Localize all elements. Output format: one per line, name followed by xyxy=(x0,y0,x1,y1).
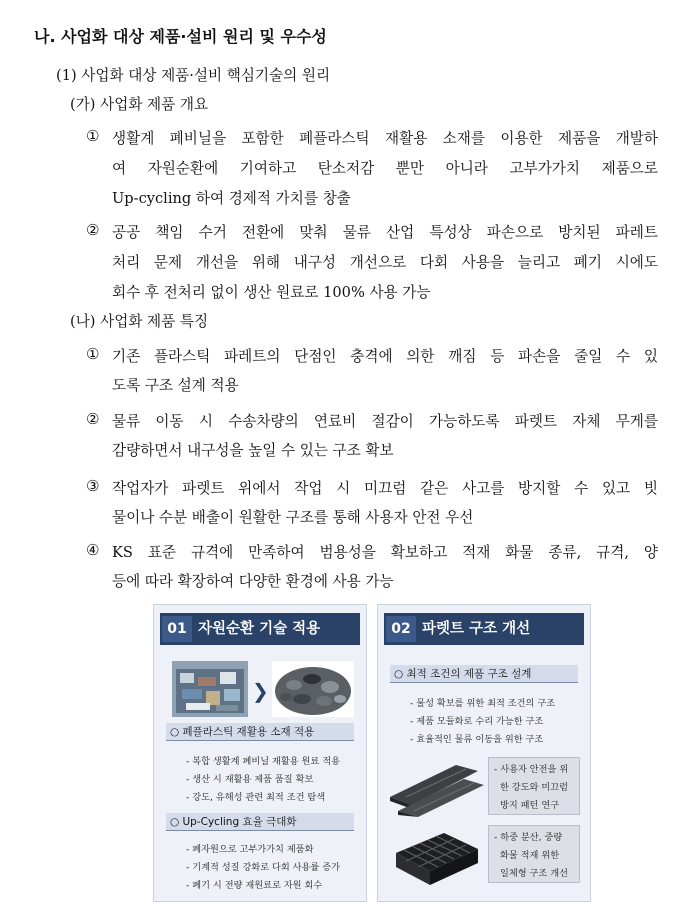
list-number: ① xyxy=(86,345,100,363)
pallet-runner-image xyxy=(386,757,486,817)
bullet-item: - 물성 확보를 위한 최적 조건의 구조 xyxy=(410,698,556,709)
panel-title: 파렛트 구조 개선 xyxy=(422,621,531,637)
panel-resource-circulation xyxy=(153,604,367,902)
box-text: - 하중 분산, 중량 xyxy=(494,832,563,843)
panel-title: 자원순환 기술 적용 xyxy=(198,621,321,637)
section-heading: 나. 사업화 대상 제품·설비 원리 및 우수성 xyxy=(34,27,327,46)
bullet-item: - 강도, 유해성 관련 최적 조건 탐색 xyxy=(186,792,326,803)
list-line: 도록 구조 설계 적용 xyxy=(112,377,239,394)
list-line: 물류 이동 시 수송차량의 연료비 절감이 가능하도록 파렛트 자체 무게를 xyxy=(112,413,658,430)
recycled-pellets-image xyxy=(272,661,354,717)
list-line: 여 자원순환에 기여하고 탄소저감 뿐만 아니라 고부가가치 제품으로 xyxy=(112,160,658,177)
panel-number: 02 xyxy=(386,616,416,642)
bullet-item: - 생산 시 재활용 제품 품질 확보 xyxy=(186,774,314,785)
list-line: 등에 따라 확장하여 다양한 환경에 사용 가능 xyxy=(112,573,394,590)
list-number: ④ xyxy=(86,541,100,559)
list-line: 기존 플라스틱 파레트의 단점인 충격에 의한 깨짐 등 파손을 줄일 수 있 xyxy=(112,348,658,365)
list-line: Up-cycling 하여 경제적 가치를 창출 xyxy=(112,190,351,207)
list-line: 생활계 폐비닐을 포함한 폐플라스틱 재활용 소재를 이용한 제품을 개발하 xyxy=(112,130,658,147)
box-text: - 사용자 안전을 위 xyxy=(494,764,569,775)
list-number: ① xyxy=(86,127,100,145)
panel-number: 01 xyxy=(162,616,192,642)
bullet-item: - 폐자원으로 고부가가치 제품화 xyxy=(186,844,314,855)
box-text: 한 강도와 미끄럼 xyxy=(500,782,568,793)
ga-title: (가) 사업화 제품 개요 xyxy=(70,96,209,113)
panel-title-bar xyxy=(160,613,360,645)
na-title: (나) 사업화 제품 특징 xyxy=(70,313,209,330)
box-text: 일체형 구조 개선 xyxy=(500,868,568,879)
list-line: 작업자가 파렛트 위에서 작업 시 미끄럼 같은 사고를 방지할 수 있고 빗 xyxy=(112,480,658,497)
arrow-right-icon: ❯ xyxy=(252,679,269,703)
list-line: KS 표준 규격에 만족하여 범용성을 확보하고 적재 화물 종류, 규격, 양 xyxy=(112,544,658,561)
list-line: 물이나 수분 배출이 원활한 구조를 통해 사용자 안전 우선 xyxy=(112,509,474,526)
list-line: 회수 후 전처리 없이 생산 원료로 100% 사용 가능 xyxy=(112,284,431,301)
bullet-item: - 제품 모듈화로 수리 가능한 구조 xyxy=(410,716,544,727)
box-text: 화물 적재 위한 xyxy=(500,850,560,861)
list-number: ② xyxy=(86,410,100,428)
section-label: ○ 폐플라스틱 재활용 소재 적용 xyxy=(166,723,354,741)
bullet-item: - 효율적인 물류 이동을 위한 구조 xyxy=(410,734,544,745)
bullet-item: - 복합 생활계 폐비닐 재활용 원료 적용 xyxy=(186,756,340,767)
pallet-image xyxy=(386,823,486,897)
list-number: ③ xyxy=(86,477,100,495)
bullet-item: - 폐기 시 전량 재원료로 자원 회수 xyxy=(186,880,323,891)
list-line: 공공 책임 수거 전환에 맞춰 물류 산업 특성상 파손으로 방치된 파레트 xyxy=(112,224,658,241)
section-label: ○ Up-Cycling 효율 극대화 xyxy=(166,813,354,831)
list-line: 감량하면서 내구성을 높일 수 있는 구조 확보 xyxy=(112,442,394,459)
section-label: ○ 최적 조건의 제품 구조 설계 xyxy=(390,665,578,683)
list-number: ② xyxy=(86,221,100,239)
waste-plastic-bale-image xyxy=(172,661,248,717)
list-line: 처리 문제 개선을 위해 내구성 개선으로 다회 사용을 늘리고 폐기 시에도 xyxy=(112,254,658,271)
box-text: 방지 패턴 연구 xyxy=(500,800,560,811)
bullet-item: - 기계적 성질 강화로 다회 사용률 증가 xyxy=(186,862,340,873)
panel-pallet-structure xyxy=(377,604,591,902)
subsection-title: (1) 사업화 대상 제품·설비 핵심기술의 원리 xyxy=(56,67,331,84)
panel-title-bar xyxy=(384,613,584,645)
